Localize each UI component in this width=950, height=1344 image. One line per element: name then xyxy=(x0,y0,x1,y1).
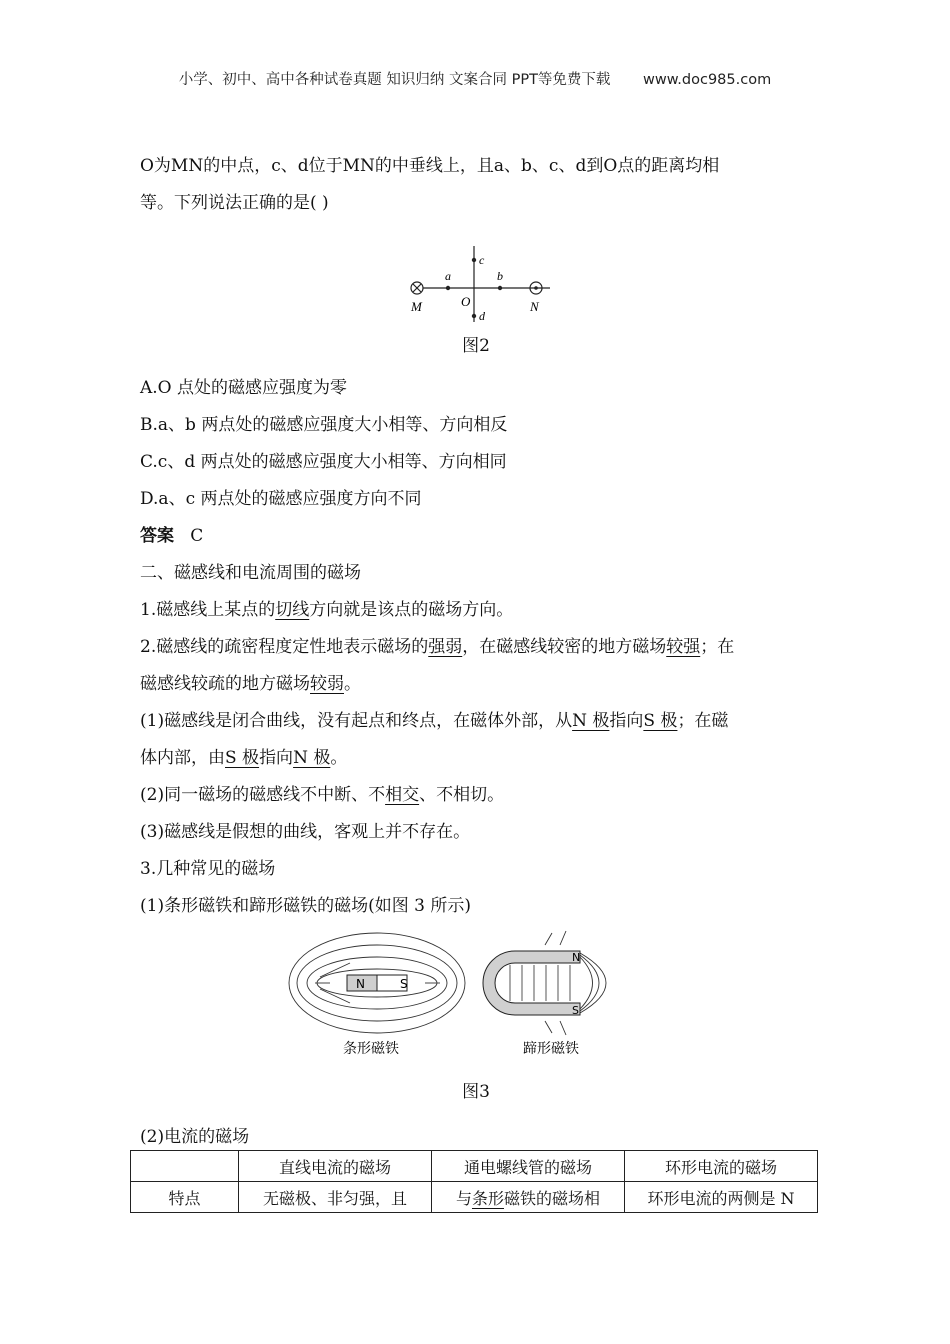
blank-strength: 强弱 xyxy=(428,637,463,657)
question-line-2: 等。下列说法正确的是( ) xyxy=(140,193,329,213)
answer xyxy=(140,518,812,555)
current-into-page-icon xyxy=(411,282,423,294)
page-header xyxy=(0,68,950,89)
header-text: 小学、初中、高中各种试卷真题 知识归纳 文案合同 PPT等免费下载 xyxy=(178,72,611,88)
paragraph-5: (3)磁感线是假想的曲线，客观上并不存在。 xyxy=(140,822,471,842)
blank-tangent: 切线 xyxy=(275,600,310,620)
option-a: A.O 点处的磁感应强度为零 xyxy=(140,378,348,398)
label-O: O xyxy=(461,294,471,309)
label-M: M xyxy=(411,299,422,314)
table-header-cell xyxy=(131,1151,239,1182)
figure-2 xyxy=(140,222,812,322)
figure-3 xyxy=(140,925,812,1065)
paragraph-8: (2)电流的磁场 xyxy=(140,1127,250,1147)
horseshoe-magnet xyxy=(483,951,580,1015)
label-c: c xyxy=(479,253,485,267)
table-cell: 无磁极、非匀强，且 xyxy=(239,1182,432,1213)
label-b: b xyxy=(497,269,503,283)
table-cell: 环形电流的两侧是 N xyxy=(625,1182,818,1213)
header-url[interactable]: www.doc985.com xyxy=(643,72,772,88)
paragraph-3-line-1: (1)磁感线是闭合曲线，没有起点和终点，在磁体外部，从N 极指向S 极；在磁 xyxy=(140,711,729,731)
bar-magnet-n: N xyxy=(356,977,365,991)
option-d: D.a、c 两点处的磁感应强度方向不同 xyxy=(140,489,422,509)
table-header-cell: 直线电流的磁场 xyxy=(239,1151,432,1182)
paragraph-2-line-1: 2.磁感线的疏密程度定性地表示磁场的强弱，在磁感线较密的地方磁场较强；在 xyxy=(140,637,735,657)
point-d xyxy=(472,314,476,318)
label-d: d xyxy=(479,309,485,322)
blank-stronger: 较强 xyxy=(666,637,701,657)
point-a xyxy=(446,286,450,290)
table-header-cell: 环形电流的磁场 xyxy=(625,1151,818,1182)
blank-weaker: 较弱 xyxy=(310,674,344,694)
table-header-row xyxy=(131,1151,818,1182)
content xyxy=(140,148,812,1156)
paragraph-4: (2)同一磁场的磁感线不中断、不相交、不相切。 xyxy=(140,785,505,805)
option-b: B.a、b 两点处的磁感应强度大小相等、方向相反 xyxy=(140,415,508,435)
horseshoe-n: N xyxy=(572,951,581,964)
figure-3-diagram xyxy=(140,925,812,1065)
figure-2-caption: 图2 xyxy=(462,336,490,356)
point-c xyxy=(472,258,476,262)
paragraph-2-line-2: 磁感线较疏的地方磁场较弱。 xyxy=(140,674,361,694)
table-cell: 与条形磁铁的磁场相 xyxy=(432,1182,625,1213)
answer-label: 答案 xyxy=(140,526,174,546)
point-b xyxy=(498,286,502,290)
table-cell: 特点 xyxy=(131,1182,239,1213)
answer-value: C xyxy=(190,526,204,546)
horseshoe-s: S xyxy=(572,1004,579,1017)
option-c: C.c、d 两点处的磁感应强度大小相等、方向相同 xyxy=(140,452,507,472)
paragraph-3-line-2: 体内部，由S 极指向N 极。 xyxy=(140,748,348,768)
table-row xyxy=(131,1182,818,1213)
section-2-title: 二、磁感线和电流周围的磁场 xyxy=(140,563,361,583)
figure-3-caption: 图3 xyxy=(462,1082,490,1102)
figure-2-diagram xyxy=(140,222,812,322)
paragraph-1: 1.磁感线上某点的切线方向就是该点的磁场方向。 xyxy=(140,600,514,620)
label-N: N xyxy=(530,299,539,314)
horseshoe-magnet-label: 蹄形磁铁 xyxy=(523,1041,579,1057)
paragraph-7: (1)条形磁铁和蹄形磁铁的磁场(如图 3 所示) xyxy=(140,896,471,916)
current-field-table xyxy=(130,1150,818,1213)
paragraph-6: 3.几种常见的磁场 xyxy=(140,859,276,879)
question-line-1: O为MN的中点，c、d位于MN的中垂线上，且a、b、c、d到O点的距离均相 xyxy=(140,156,720,176)
table-header-cell: 通电螺线管的磁场 xyxy=(432,1151,625,1182)
label-a: a xyxy=(445,269,451,283)
bar-magnet-label: 条形磁铁 xyxy=(343,1041,399,1057)
bar-magnet-s: S xyxy=(400,977,408,991)
